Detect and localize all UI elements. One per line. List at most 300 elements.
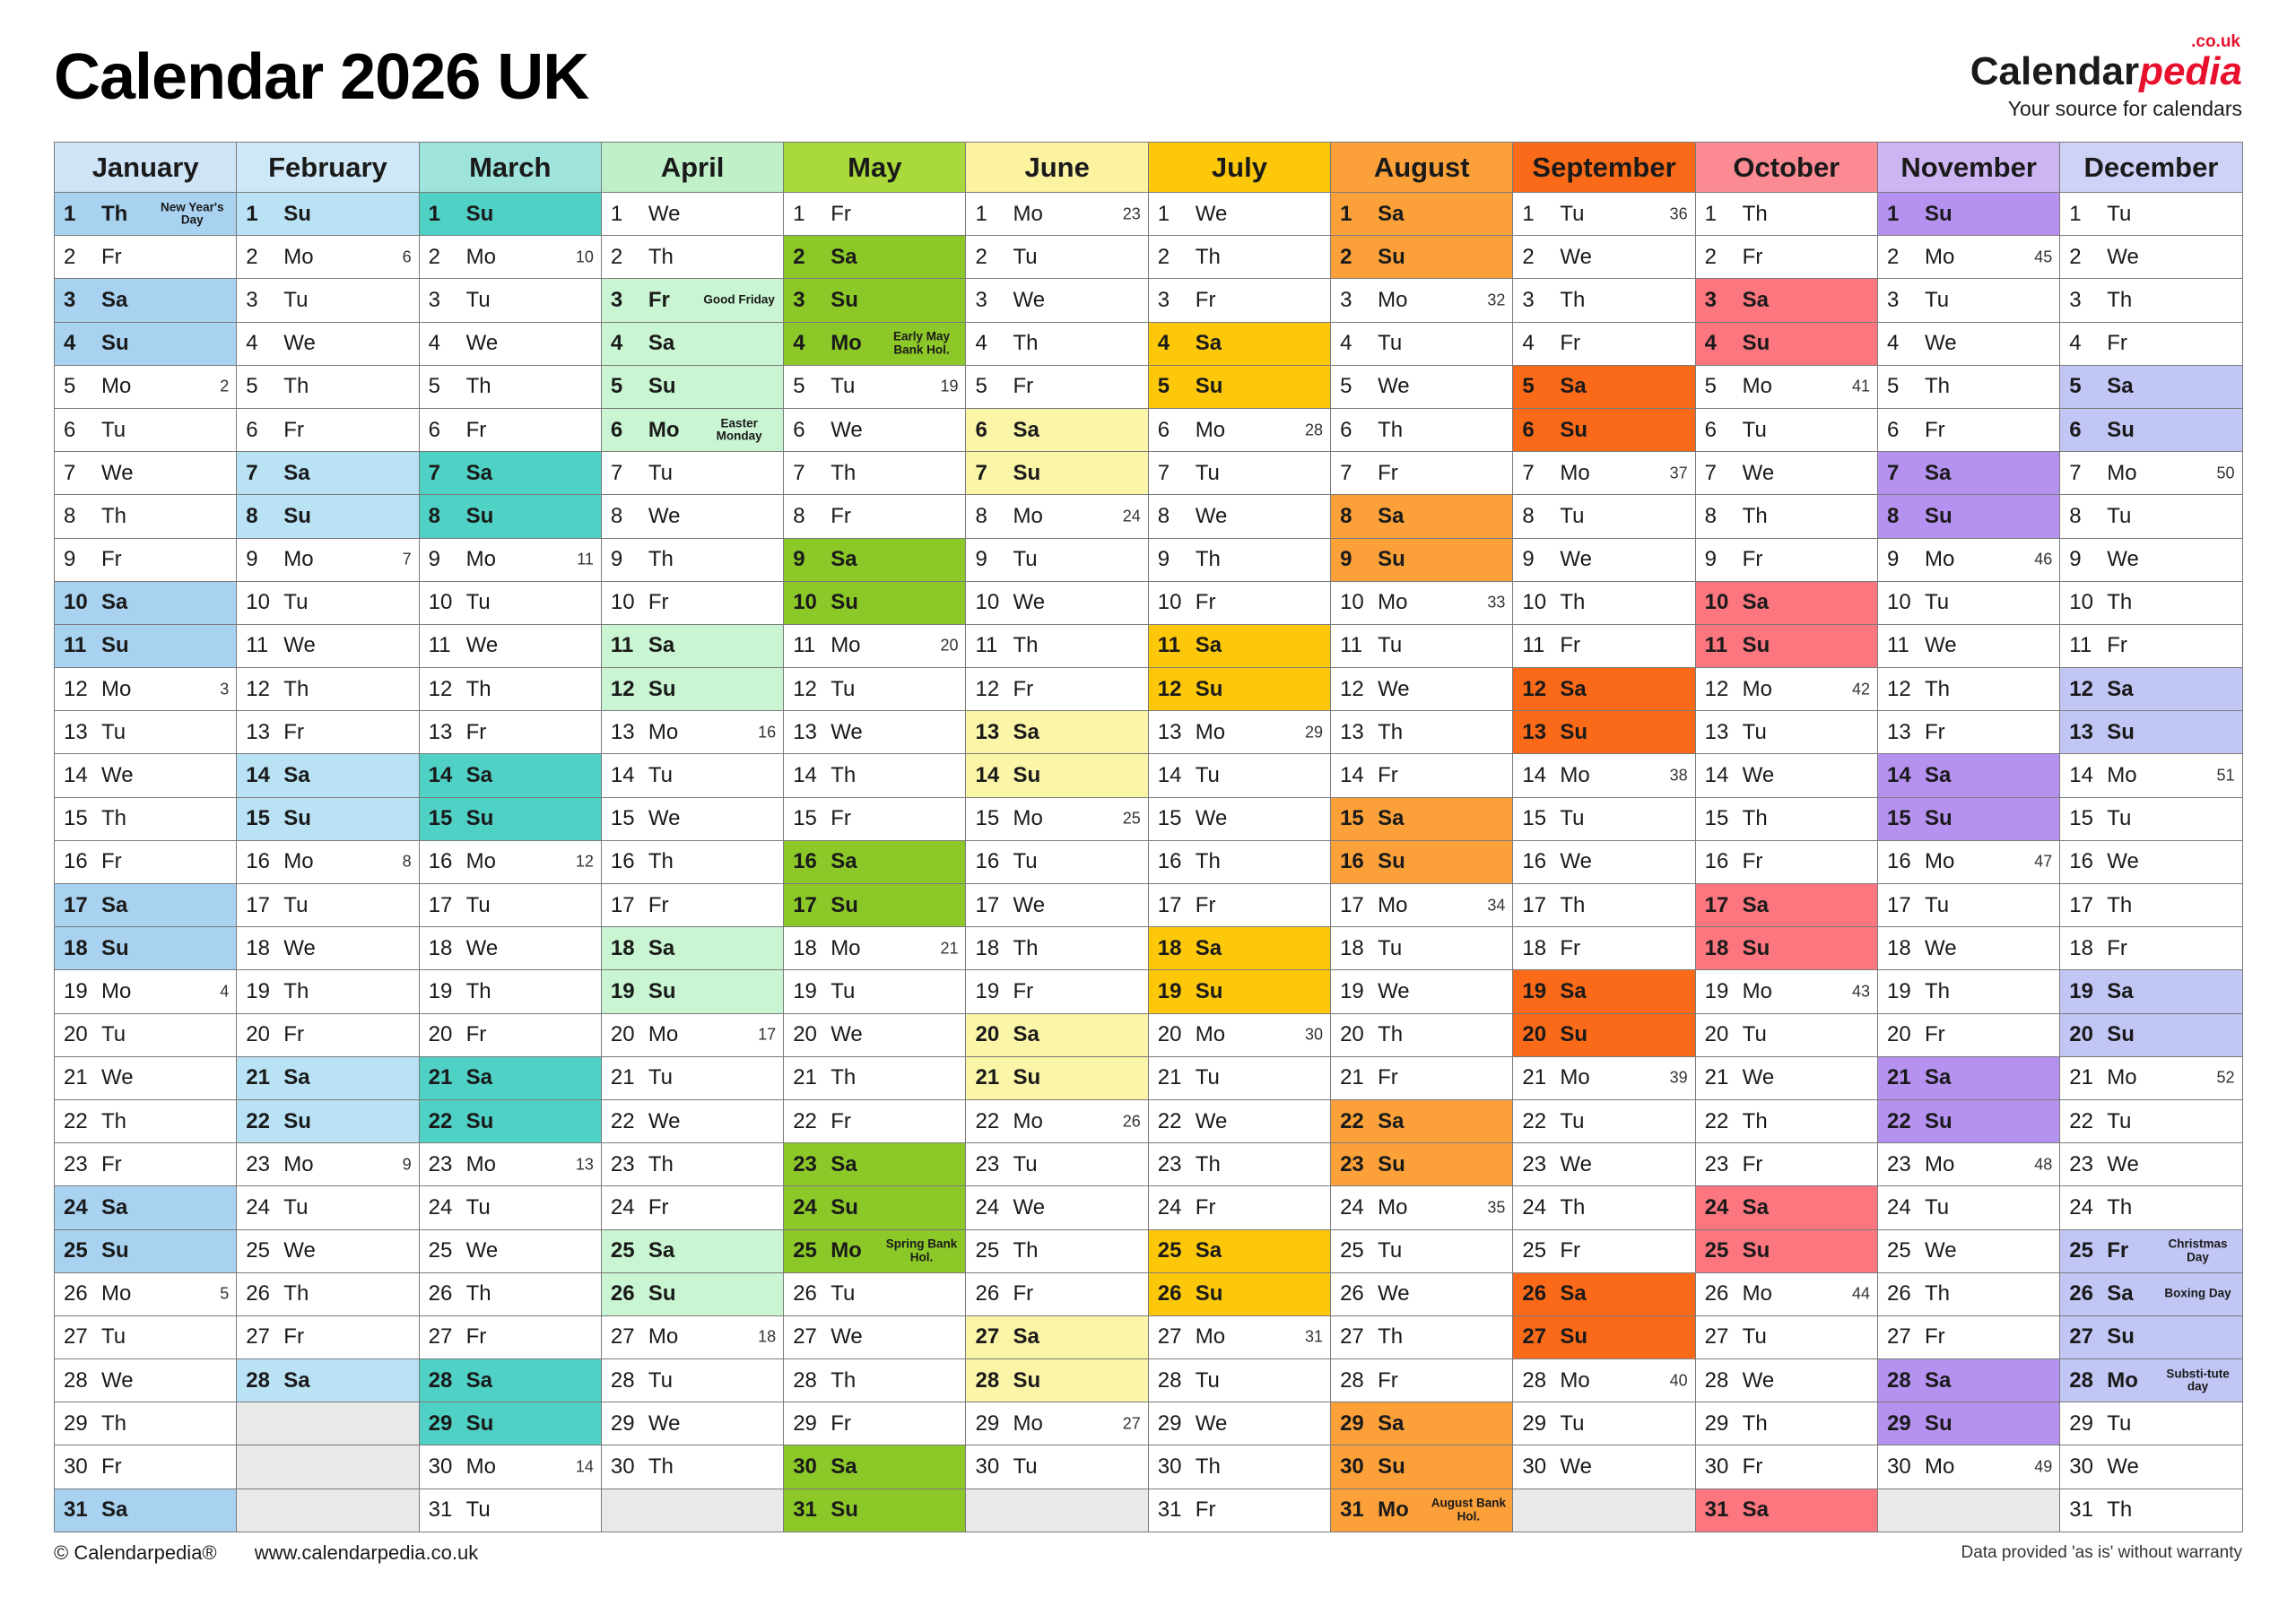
day-number: 12 xyxy=(246,676,270,701)
week-number: 30 xyxy=(1305,1025,1324,1044)
day-of-week: We xyxy=(1924,935,1957,960)
day-cell-content xyxy=(1331,236,1512,278)
day-cell xyxy=(237,322,419,365)
day-cell xyxy=(1331,1402,1513,1445)
day-cell xyxy=(237,452,419,495)
day-cell-content xyxy=(2060,625,2241,667)
day-cell-content xyxy=(1331,366,1512,408)
day-cell-content xyxy=(602,1014,783,1056)
week-number: 41 xyxy=(1851,377,1870,395)
day-number: 15 xyxy=(1522,806,1547,831)
day-cell xyxy=(966,927,1148,970)
day-cell xyxy=(1513,408,1695,451)
day-number: 30 xyxy=(1886,1454,1911,1480)
day-cell-content xyxy=(420,1057,601,1099)
day-of-week: Tu xyxy=(1195,1367,1220,1393)
day-cell xyxy=(966,322,1148,365)
day-of-week: Su xyxy=(1560,417,1588,442)
day-cell-content xyxy=(784,1402,965,1445)
day-of-week: Sa xyxy=(1560,374,1587,399)
day-of-week: We xyxy=(1195,806,1228,831)
day-number: 16 xyxy=(428,849,453,874)
day-cell-content xyxy=(784,798,965,840)
week-number: 25 xyxy=(1122,809,1141,828)
day-cell-content xyxy=(1696,1057,1877,1099)
day-of-week: Fr xyxy=(283,719,304,744)
day-number: 24 xyxy=(1886,1194,1911,1219)
day-cell-content xyxy=(237,1100,418,1142)
day-number: 3 xyxy=(2069,287,2082,312)
day-number: 20 xyxy=(2069,1022,2093,1047)
day-number: 29 xyxy=(2069,1410,2093,1436)
day-number: 29 xyxy=(975,1410,1000,1436)
day-cell-content xyxy=(1331,970,1512,1012)
day-cell-content xyxy=(55,1489,236,1532)
calendar-row xyxy=(55,322,2243,365)
day-cell xyxy=(2060,279,2242,322)
day-of-week: Sa xyxy=(648,633,675,658)
day-number: 13 xyxy=(975,719,1000,744)
day-number: 1 xyxy=(428,201,440,226)
day-number: 26 xyxy=(1340,1281,1364,1306)
day-cell xyxy=(966,754,1148,797)
day-of-week: Su xyxy=(1195,1281,1223,1306)
day-of-week: Su xyxy=(1924,201,1952,226)
day-cell xyxy=(55,754,237,797)
day-cell xyxy=(419,1143,601,1186)
day-of-week: We xyxy=(1378,978,1410,1003)
week-number: 27 xyxy=(1122,1414,1141,1433)
day-number: 3 xyxy=(793,287,805,312)
day-cell xyxy=(1148,408,1330,451)
day-cell-content xyxy=(2060,1489,2241,1532)
day-of-week: Sa xyxy=(1013,417,1039,442)
day-of-week: Su xyxy=(1378,244,1405,269)
day-of-week: Tu xyxy=(1924,287,1950,312)
day-cell xyxy=(1331,538,1513,581)
calendar-body xyxy=(55,193,2243,1532)
day-cell xyxy=(784,927,966,970)
calendar-row xyxy=(55,970,2243,1013)
day-cell xyxy=(2060,797,2242,840)
day-cell xyxy=(1877,193,2059,236)
day-cell xyxy=(1695,1186,1877,1229)
day-of-week: We xyxy=(1742,460,1775,485)
day-of-week: Mo xyxy=(101,374,132,399)
day-cell-content xyxy=(1878,668,2059,710)
day-cell-content xyxy=(966,1100,1147,1142)
day-number: 8 xyxy=(2069,503,2082,528)
day-cell-content xyxy=(1149,236,1330,278)
day-cell-content xyxy=(1513,1273,1694,1315)
day-cell xyxy=(601,927,783,970)
day-cell-content xyxy=(966,1186,1147,1228)
day-cell-content xyxy=(237,409,418,451)
week-number: 3 xyxy=(220,680,230,699)
day-cell xyxy=(2060,1445,2242,1488)
day-cell xyxy=(237,970,419,1013)
day-number: 23 xyxy=(246,1151,270,1176)
holiday-note: Good Friday xyxy=(703,292,775,307)
day-of-week: Fr xyxy=(1195,590,1216,615)
day-cell-content xyxy=(1149,1402,1330,1445)
day-cell xyxy=(2060,1315,2242,1358)
day-cell-content xyxy=(1149,1230,1330,1272)
day-cell-content xyxy=(602,884,783,926)
day-cell xyxy=(1331,279,1513,322)
day-cell xyxy=(237,1056,419,1099)
day-number: 18 xyxy=(2069,935,2093,960)
day-cell xyxy=(237,236,419,279)
day-cell xyxy=(1331,1488,1513,1532)
day-number: 18 xyxy=(793,935,817,960)
day-cell xyxy=(966,1186,1148,1229)
week-number: 49 xyxy=(2034,1457,2053,1476)
day-cell xyxy=(784,711,966,754)
day-cell-content xyxy=(2060,1100,2241,1142)
day-cell-content xyxy=(602,927,783,969)
day-cell-content xyxy=(1696,1143,1877,1185)
day-cell-content xyxy=(1149,1100,1330,1142)
day-of-week: Sa xyxy=(1195,935,1222,960)
day-cell xyxy=(784,840,966,883)
day-number: 31 xyxy=(2069,1497,2093,1523)
day-cell-content xyxy=(420,970,601,1012)
day-cell xyxy=(2060,840,2242,883)
day-of-week: Fr xyxy=(283,1022,304,1047)
day-of-week: Mo xyxy=(101,676,132,701)
day-cell xyxy=(1331,322,1513,365)
day-cell xyxy=(1877,322,2059,365)
day-cell-content xyxy=(784,754,965,796)
day-cell xyxy=(601,236,783,279)
day-cell xyxy=(1513,495,1695,538)
day-cell xyxy=(1877,495,2059,538)
day-number: 7 xyxy=(610,460,623,485)
day-cell-content xyxy=(1696,1445,1877,1488)
copyright-text: © Calendarpedia® xyxy=(54,1541,217,1564)
day-number: 20 xyxy=(610,1022,635,1047)
day-of-week: Fr xyxy=(1560,1238,1581,1263)
day-number: 11 xyxy=(793,633,816,658)
day-cell-content xyxy=(966,452,1147,494)
day-cell-content xyxy=(2060,1445,2241,1488)
day-of-week: Su xyxy=(648,374,676,399)
day-number: 1 xyxy=(64,201,76,226)
day-cell-content xyxy=(237,884,418,926)
day-number: 22 xyxy=(64,1108,88,1133)
day-cell xyxy=(1148,1099,1330,1142)
day-cell xyxy=(55,1099,237,1142)
day-number: 28 xyxy=(246,1367,270,1393)
day-of-week: Tu xyxy=(1378,331,1403,356)
day-number: 14 xyxy=(1886,763,1911,788)
day-cell-content xyxy=(1513,625,1694,667)
day-cell xyxy=(1513,884,1695,927)
day-cell xyxy=(55,279,237,322)
day-of-week: Fr xyxy=(283,417,304,442)
day-cell xyxy=(1695,495,1877,538)
day-of-week: Sa xyxy=(101,590,128,615)
day-cell xyxy=(966,884,1148,927)
day-number: 29 xyxy=(610,1410,635,1436)
day-cell xyxy=(966,711,1148,754)
day-cell xyxy=(784,408,966,451)
week-number: 23 xyxy=(1122,204,1141,223)
day-number: 2 xyxy=(975,244,987,269)
day-cell-content xyxy=(1878,711,2059,753)
day-cell-content xyxy=(1331,1143,1512,1185)
day-number: 6 xyxy=(1340,417,1352,442)
day-of-week: Fr xyxy=(1195,1194,1216,1219)
day-number: 30 xyxy=(1157,1454,1182,1480)
day-cell-content xyxy=(602,1230,783,1272)
day-of-week: Su xyxy=(465,1410,494,1436)
day-cell xyxy=(237,884,419,927)
day-cell xyxy=(1148,1272,1330,1315)
day-number: 7 xyxy=(975,460,987,485)
day-cell xyxy=(1513,1229,1695,1272)
day-number: 2 xyxy=(610,244,623,269)
day-cell xyxy=(2060,1099,2242,1142)
day-cell-content xyxy=(2060,1316,2241,1358)
day-of-week: Su xyxy=(1924,1108,1952,1133)
day-cell-content xyxy=(966,798,1147,840)
day-cell xyxy=(966,193,1148,236)
day-number: 17 xyxy=(793,892,817,917)
day-number: 26 xyxy=(428,1281,453,1306)
day-cell xyxy=(1148,1056,1330,1099)
day-cell xyxy=(966,1402,1148,1445)
day-of-week: We xyxy=(1378,676,1410,701)
day-cell-content xyxy=(1878,1143,2059,1185)
day-cell xyxy=(966,495,1148,538)
day-of-week: Fr xyxy=(648,590,669,615)
day-of-week: Th xyxy=(1195,1454,1221,1480)
day-of-week: Fr xyxy=(1924,719,1945,744)
day-of-week: Th xyxy=(1195,1151,1221,1176)
day-cell-content xyxy=(55,970,236,1012)
day-of-week: Fr xyxy=(1013,1281,1034,1306)
day-cell xyxy=(966,1143,1148,1186)
day-cell-content xyxy=(1513,323,1694,365)
day-number: 16 xyxy=(975,849,1000,874)
day-of-week: Sa xyxy=(831,849,857,874)
day-cell xyxy=(966,581,1148,624)
day-cell-content xyxy=(2060,884,2241,926)
day-of-week: Sa xyxy=(831,1454,857,1480)
day-of-week: We xyxy=(1195,503,1228,528)
day-of-week: Su xyxy=(831,1194,858,1219)
day-number: 10 xyxy=(1157,590,1182,615)
day-cell-content xyxy=(55,366,236,408)
day-of-week: Sa xyxy=(2107,1281,2134,1306)
day-cell-content xyxy=(784,452,965,494)
day-cell-content xyxy=(2060,409,2241,451)
day-cell-content xyxy=(1149,668,1330,710)
day-of-week: Th xyxy=(1013,633,1039,658)
day-cell xyxy=(419,408,601,451)
day-cell xyxy=(419,927,601,970)
day-cell-content xyxy=(420,539,601,581)
day-of-week: Fr xyxy=(101,547,122,572)
day-cell-content xyxy=(1696,582,1877,624)
day-of-week: Fr xyxy=(1742,1454,1763,1480)
day-number: 15 xyxy=(610,806,635,831)
day-number: 21 xyxy=(1886,1065,1911,1090)
day-cell xyxy=(55,1445,237,1488)
day-of-week: We xyxy=(1195,1410,1228,1436)
day-number: 17 xyxy=(1522,892,1547,917)
day-of-week: Sa xyxy=(283,460,310,485)
day-cell-content xyxy=(602,495,783,537)
week-number: 37 xyxy=(1669,464,1688,482)
day-of-week: Mo xyxy=(831,331,862,356)
day-of-week: Tu xyxy=(1560,1108,1585,1133)
day-cell-content xyxy=(420,1316,601,1358)
day-cell-content xyxy=(1878,1402,2059,1445)
day-number: 23 xyxy=(1340,1151,1364,1176)
day-of-week: Tu xyxy=(101,1022,126,1047)
day-cell-content xyxy=(966,236,1147,278)
day-of-week: Fr xyxy=(465,1324,487,1350)
day-cell xyxy=(55,495,237,538)
website-link[interactable]: www.calendarpedia.co.uk xyxy=(254,1541,479,1564)
day-cell xyxy=(1695,970,1877,1013)
day-number: 19 xyxy=(1340,978,1364,1003)
day-cell xyxy=(1513,711,1695,754)
day-cell-content xyxy=(1149,495,1330,537)
day-number: 5 xyxy=(2069,374,2082,399)
day-number: 1 xyxy=(2069,201,2082,226)
day-number: 2 xyxy=(793,244,805,269)
day-cell xyxy=(2060,408,2242,451)
day-cell xyxy=(2060,754,2242,797)
day-cell-content xyxy=(1513,754,1694,796)
day-of-week: Su xyxy=(1742,633,1770,658)
day-number: 2 xyxy=(64,244,76,269)
day-of-week: Mo xyxy=(1560,1065,1590,1090)
day-cell-content xyxy=(966,625,1147,667)
day-cell-content xyxy=(1696,841,1877,883)
day-number: 30 xyxy=(1704,1454,1729,1480)
day-number: 14 xyxy=(1340,763,1364,788)
day-number: 23 xyxy=(1704,1151,1729,1176)
day-cell-content xyxy=(55,1445,236,1488)
day-number: 8 xyxy=(793,503,805,528)
day-of-week: Mo xyxy=(1378,892,1408,917)
day-cell xyxy=(1695,452,1877,495)
day-cell xyxy=(1331,1229,1513,1272)
day-cell-content xyxy=(1149,1273,1330,1315)
day-of-week: Mo xyxy=(648,1022,679,1047)
day-of-week: Th xyxy=(465,1281,491,1306)
day-number: 12 xyxy=(1886,676,1911,701)
day-cell xyxy=(55,970,237,1013)
day-number: 6 xyxy=(1704,417,1718,442)
day-of-week: Th xyxy=(101,1410,127,1436)
day-cell xyxy=(55,927,237,970)
day-cell xyxy=(1148,581,1330,624)
day-cell xyxy=(1877,1272,2059,1315)
day-cell xyxy=(237,711,419,754)
day-of-week: Th xyxy=(283,1281,309,1306)
day-cell-content xyxy=(55,193,236,235)
day-cell-content xyxy=(1878,1057,2059,1099)
day-of-week: Fr xyxy=(648,287,670,312)
day-cell xyxy=(237,1229,419,1272)
day-of-week: Su xyxy=(1378,1151,1405,1176)
day-cell xyxy=(966,236,1148,279)
day-cell xyxy=(419,1315,601,1358)
day-number: 22 xyxy=(2069,1108,2093,1133)
day-of-week: Sa xyxy=(1924,1367,1952,1393)
day-number: 17 xyxy=(428,892,453,917)
day-cell xyxy=(1695,1315,1877,1358)
day-number: 21 xyxy=(793,1065,817,1090)
day-cell xyxy=(1148,1143,1330,1186)
day-cell-content xyxy=(1878,798,2059,840)
day-cell xyxy=(1877,279,2059,322)
day-of-week: Mo xyxy=(1560,1367,1590,1393)
day-number: 15 xyxy=(428,806,453,831)
day-number: 8 xyxy=(610,503,623,528)
day-of-week: Tu xyxy=(465,892,491,917)
day-of-week: Tu xyxy=(1742,417,1767,442)
day-cell-content xyxy=(2060,279,2241,321)
day-of-week: Th xyxy=(101,806,127,831)
day-cell-content xyxy=(1331,1100,1512,1142)
day-number: 2 xyxy=(1704,244,1718,269)
day-of-week: Fr xyxy=(1378,1065,1398,1090)
week-number: 24 xyxy=(1122,507,1141,525)
day-number: 6 xyxy=(246,417,258,442)
day-of-week: Mo xyxy=(1195,1324,1226,1350)
day-of-week: Sa xyxy=(465,1065,492,1090)
day-cell xyxy=(1877,1359,2059,1402)
day-number: 4 xyxy=(246,331,258,356)
day-of-week: We xyxy=(831,1324,863,1350)
day-number: 22 xyxy=(1340,1108,1364,1133)
day-cell xyxy=(1513,970,1695,1013)
day-of-week: We xyxy=(1560,1151,1592,1176)
day-cell-content xyxy=(784,495,965,537)
calendar-row xyxy=(55,884,2243,927)
week-number: 39 xyxy=(1669,1068,1688,1087)
day-number: 23 xyxy=(793,1151,817,1176)
day-of-week: Tu xyxy=(1560,1410,1585,1436)
calendar-row xyxy=(55,1229,2243,1272)
day-cell-content xyxy=(1878,1359,2059,1402)
day-cell-content xyxy=(2060,495,2241,537)
day-of-week: Fr xyxy=(1924,417,1945,442)
day-number: 5 xyxy=(246,374,258,399)
day-number: 22 xyxy=(1886,1108,1911,1133)
day-of-week: Tu xyxy=(1195,460,1220,485)
day-cell-content xyxy=(1331,1014,1512,1056)
day-cell xyxy=(2060,711,2242,754)
day-of-week: Sa xyxy=(1195,331,1222,356)
day-of-week: Sa xyxy=(1742,287,1770,312)
day-of-week: Tu xyxy=(283,287,309,312)
day-number: 21 xyxy=(975,1065,1000,1090)
day-number: 9 xyxy=(1522,547,1535,572)
day-of-week: Tu xyxy=(648,1367,674,1393)
day-cell-content xyxy=(784,1445,965,1488)
day-of-week: We xyxy=(831,1022,863,1047)
day-cell-content xyxy=(602,668,783,710)
day-of-week: Sa xyxy=(831,1151,857,1176)
